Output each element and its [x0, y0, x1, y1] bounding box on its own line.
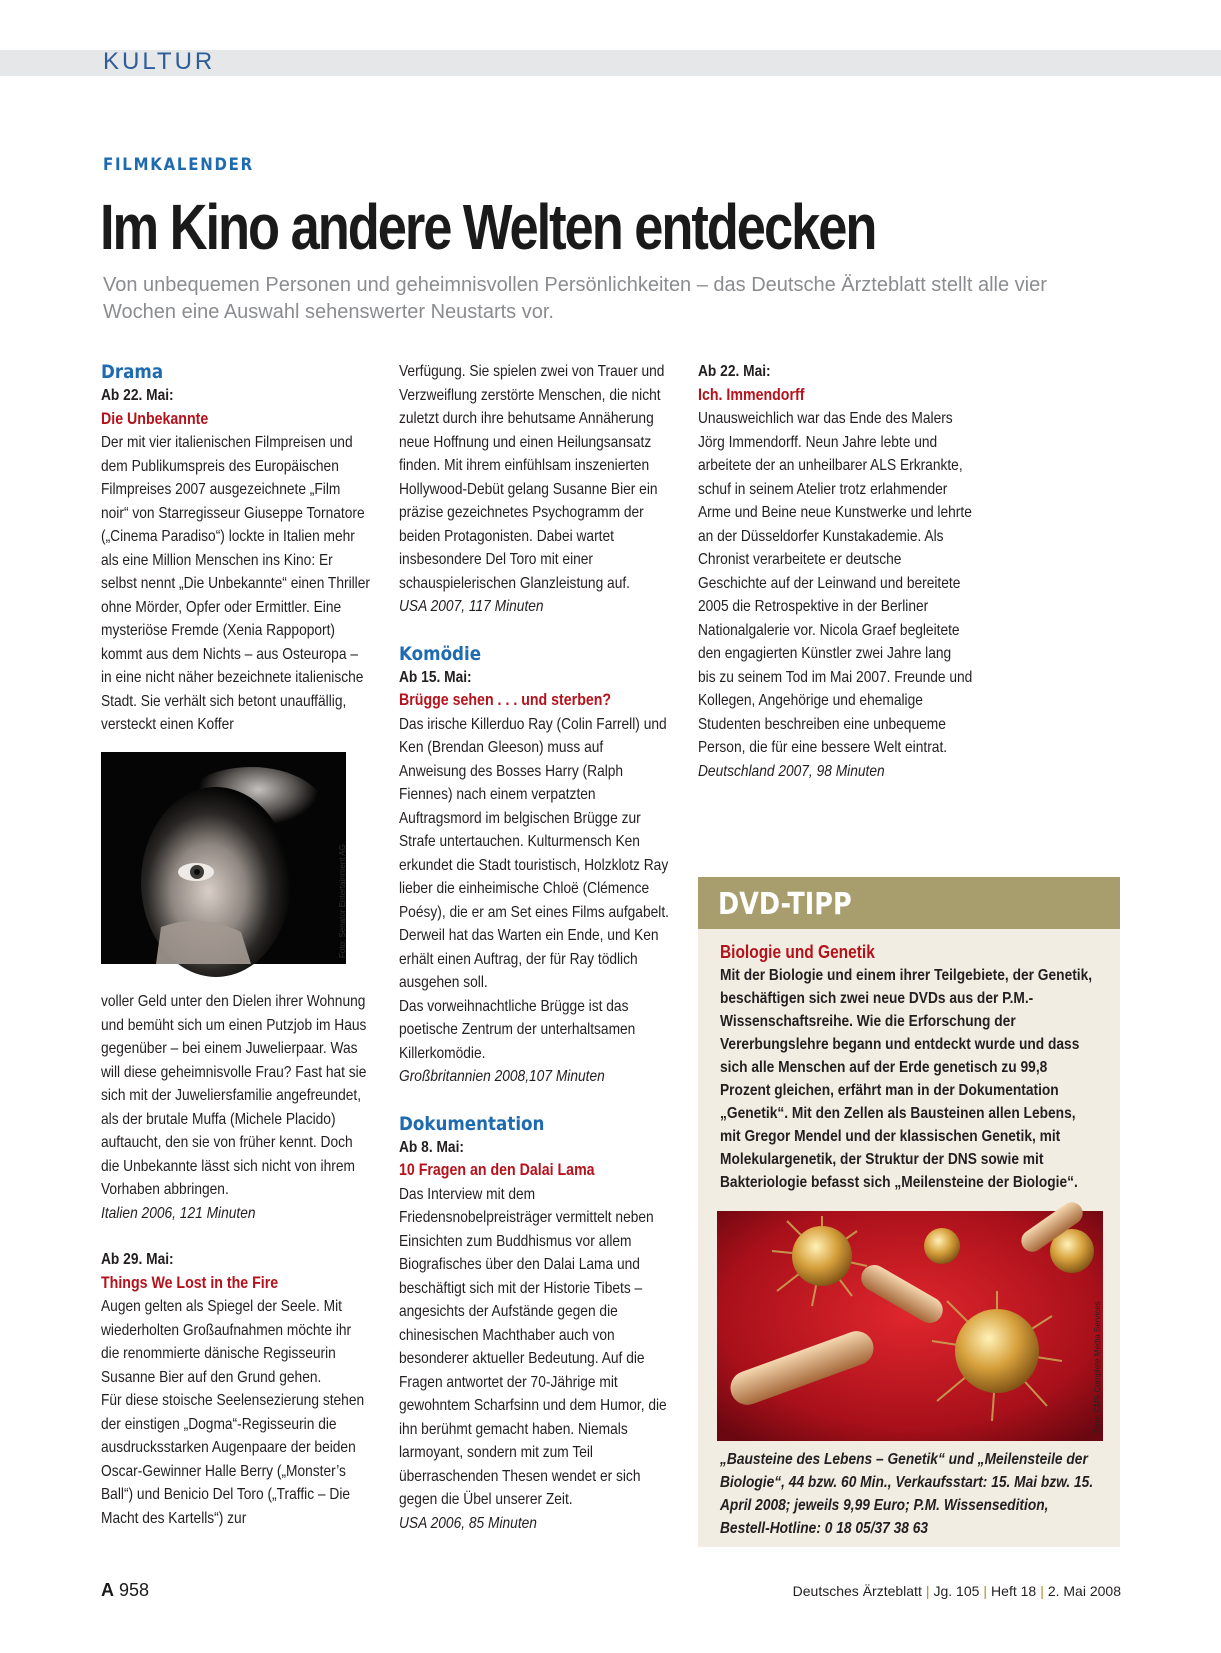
film-date: Ab 22. Mai:	[698, 363, 771, 380]
film-title: Brügge sehen . . . und sterben?	[399, 691, 612, 709]
film-date: Ab 29. Mai:	[101, 1251, 174, 1268]
film-meta: USA 2007, 117 Minuten	[399, 598, 544, 615]
film-text: Das irische Killerduo Ray (Colin Farrell) und Ken (Brendan Gleeson) muss auf Anweisung des Bosses Harry (Ralph Fiennes) nach einem verpatzten Auftragsmord im belgischen Brügge zur Strafe untertauchen. Kulturmensch Ken erkundet die Stadt touristisch, Holzklotz Ray lieber die einheimische Chloë (Clémence Poésy), die er am Set eines Films aufgabelt. Derweil hat das Warten ein Ende, und Ken erhält einen Auftrag, der für Ray tödlich ausgehen soll.	[399, 715, 669, 991]
column-1	[101, 360, 371, 737]
page-number	[101, 1580, 149, 1601]
dvd-tip-label: DVD-TIPP	[718, 887, 852, 922]
film-title: Ich. Immendorff	[698, 385, 805, 404]
dvd-tip-header	[698, 877, 1120, 929]
film-text: Das vorweihnachtliche Brügge ist das poetische Zentrum der unterhaltsamen Killerkomödie.	[399, 997, 636, 1062]
film-text: Unausweichlich war das Ende des Malers Jörg Immendorff. Neun Jahre lebte und arbeitete der an unheilbarer ALS Erkrankte, schuf in seinem Atelier trotz erlahmender Arme und Beine neue Kunstwerke und lehrte an der Düsseldorfer Kunstakademie. Als Chronist verarbeitete er deutsche Geschichte auf der Leinwand und bereitete 2005 die Retrospektive in der Berliner Nationalgalerie vor. Nicola Graef begleitete den engagierten Künstler zwei Jahre lang bis zu seinem Tod im Mai 2007. Freunde und Kollegen, Angehörige und ehemalige Studenten beschreiben eine unbequeme Person, die für eine bessere Welt eintrat.	[698, 410, 973, 756]
column-3	[698, 360, 973, 783]
column-2	[399, 360, 672, 1535]
film-date: Ab 22. Mai:	[101, 387, 174, 404]
dvd-caption-text: „Bausteine des Lebens – Genetik“ und „Meilensteile der Biologie“, 44 bzw. 60 Min., Verkaufsstart: 15. Mai bzw. 15. April 2008; jeweils 9,99 Euro; P.M. Wissensedition, Bestell-Hotline: 0 18 05/37 38 63	[720, 1451, 1094, 1537]
film-meta: Großbritannien 2008,107 Minuten	[399, 1068, 605, 1085]
dvd-text: Mit der Biologie und einem ihrer Teilgebiete, der Genetik, beschäftigen sich zwei neue DVDs aus der P.M.-Wissenschaftsreihe. Wie die Erforschung der Vererbungslehre begann und entdeckt wurde und dass sich alle Menschen auf der Erde genetisch zu 99,8 Prozent gleichen, erfährt man in der Dokumentation „Genetik“. Mit den Zellen als Bausteinen allen Lebens, mit Gregor Mendel und der klassischen Genetik, mit Molekulargenetik, der Struktur der DNS sowie mit Bakteriologie befasst sich „Meilensteine der Biologie“.	[720, 967, 1093, 1191]
film-text: Verfügung. Sie spielen zwei von Trauer und Verzweiflung zerstörte Menschen, die nicht zuletzt durch ihre behutsame Annäherung neue Hoffnung und einen Heilungsansatz finden. Mit ihrem einfühlsam inszenierten Hollywood-Debüt gelang Susanne Bier ein präzise gezeichnetes Psychogramm der beiden Protagonisten. Dabei wartet insbesondere Del Toro mit einer schauspielerischen Glanzleistung auf.	[399, 363, 665, 592]
column-1-continued	[101, 990, 371, 1530]
film-text: Der mit vier italienischen Filmpreisen und dem Publikumspreis des Europäischen Filmpreises 2007 ausgezeichnete „Film noir“ von Starregisseur Giuseppe Tornatore („Cinema Paradiso“) lockte in Italien mehr als eine Million Menschen ins Kino: Er selbst nennt „Die Unbekannte“ einen Thriller ohne Mörder, Opfer oder Ermittler. Eine mysteriöse Fremde (Xenia Rappoport) kommt aus dem Nichts – aus Osteuropa – in eine nicht näher bezeichnete italienische Stadt. Sie verhält sich betont unauffällig, versteckt einen Koffer	[101, 434, 370, 733]
dvd-photo-bacteria	[717, 1211, 1103, 1441]
page-number-value: 958	[119, 1580, 150, 1600]
film-text: Für diese stoische Seelensezierung stehen der einstigen „Dogma“-Regisseurin die ausdrucksstarken Augenpaare der beiden Oscar-Gewinner Halle Berry („Monster’s Ball“) und Benicio Del Toro („Traffic – Die Macht des Kartells“) zur	[101, 1392, 365, 1527]
journal-name: Deutsches Ärzteblatt	[792, 1583, 922, 1599]
film-title: Things We Lost in the Fire	[101, 1273, 279, 1292]
category-komoedie: Komödie	[399, 642, 482, 665]
dvd-title: Biologie und Genetik	[720, 942, 875, 962]
category-drama: Drama	[101, 361, 164, 383]
film-meta: Italien 2006, 121 Minuten	[101, 1204, 256, 1222]
film-text: Augen gelten als Spiegel der Seele. Mit wiederholten Großaufnahmen möchte ihr die renommierte dänische Regisseurin Susanne Bier auf den Grund gehen.	[101, 1298, 352, 1386]
film-text: Das Interview mit dem Friedensnobelpreisträger vermittelt neben Einsichten zum Buddhismus vor allem Biografisches über den Dalai Lama und beschäftigt sich mit der Historie Tibets – angesichts der Aufstände gegen die chinesischen Machthaber auch von besonderer aktueller Bedeutung. Auf die Fragen antwortet der 70-Jährige mit gewohntem Scharfsinn und dem Humor, die ihn berühmt gemacht haben. Niemals larmoyant, sondern mit zum Teil überraschenden Thesen wendet er sich gegen die Übel unserer Zeit.	[399, 1185, 667, 1508]
journal-volume: Jg. 105	[933, 1583, 980, 1599]
journal-issue: Heft 18	[991, 1583, 1037, 1599]
article-title: Im Kino andere Welten entdecken	[100, 191, 876, 263]
film-date: Ab 15. Mai:	[399, 668, 472, 686]
journal-date: 2. Mai 2008	[1047, 1583, 1121, 1599]
film-date: Ab 8. Mai:	[399, 1138, 464, 1156]
dvd-caption	[720, 1448, 1100, 1540]
photo-credit: Foto: CMS Complete Media Services	[1093, 1301, 1102, 1433]
footer-citation: Deutsches Ärzteblatt | Jg. 105 | Heft 18 | 2. Mai 2008	[792, 1583, 1121, 1599]
microbes-illustration	[717, 1211, 1103, 1441]
film-meta: USA 2006, 85 Minuten	[399, 1514, 537, 1532]
page-letter: A	[101, 1580, 114, 1600]
photo-credit: Foto: Senator Entertainment AG	[338, 844, 347, 958]
dvd-tip-body	[720, 940, 1100, 1194]
film-meta: Deutschland 2007, 98 Minuten	[698, 762, 885, 780]
face-photo-illustration	[101, 752, 346, 964]
film-photo-unbekannte	[101, 752, 346, 964]
article-kicker: FILMKALENDER	[103, 155, 254, 175]
category-dokumentation: Dokumentation	[399, 1112, 545, 1135]
film-title: 10 Fragen an den Dalai Lama	[399, 1161, 595, 1179]
film-title: Die Unbekannte	[101, 409, 209, 428]
section-label: KULTUR	[103, 48, 216, 75]
film-text: voller Geld unter den Dielen ihrer Wohnung und bemüht sich um einen Putzjob im Haus gegenüber – bei einem Juwelierpaar. Was will diese geheimnisvolle Frau? Fast hat sie sich mit der Juweliersfamilie angefreundet, als der brutale Muffa (Michele Placido) auftaucht, den sie von früher kennt. Doch die Unbekannte lässt sich nicht von ihrem Vorhaben abbringen.	[101, 993, 367, 1198]
article-lead: Von unbequemen Personen und geheimnisvollen Persönlichkeiten – das Deutsche Ärzteblatt stellt alle vier Wochen eine Auswahl sehenswerter Neustarts vor.	[103, 274, 1047, 323]
